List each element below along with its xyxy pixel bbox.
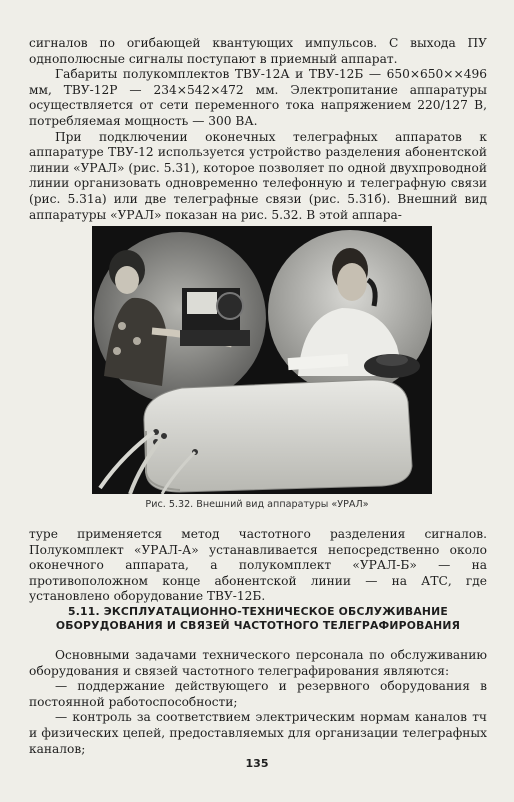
paragraph-after-figure: туре применяется метод частотного разделения сигналов. Полукомплект «УРАЛ-А» устанавливается непосредственно около оконечного аппарата, а полукомплект «УРАЛ-Б» — на противоположном конце абонентской линии — на АТС, где установлено оборудование ТВУ-12Б. [29, 527, 487, 604]
right-inset-telephone-user [268, 230, 432, 394]
section-heading [29, 605, 487, 633]
after-figure-text [29, 527, 487, 605]
left-inset-teleprinter-operator [94, 232, 266, 404]
section-heading-line-2: ОБОРУДОВАНИЯ И СВЯЗЕЙ ЧАСТОТНОГО ТЕЛЕГРАФИРОВАНИЯ [55, 619, 461, 632]
list-item-maintenance: — поддержание действующего и резервного оборудования в постоянной работоспособности; [29, 679, 487, 709]
paragraph-continuation: сигналов по огибающей квантующих импульсов. С выхода ПУ однополюсные сигналы поступают в приемный аппарат. [29, 36, 487, 66]
ural-photo-image [92, 226, 432, 494]
paragraph-tasks-intro: Основными задачами технического персонала по обслуживанию оборудования и связей частотного телеграфирования являются: [29, 648, 487, 678]
paragraph-ural-intro: При подключении оконечных телеграфных аппаратов к аппаратуре ТВУ-12 используется устройство разделения абонентской линии «УРАЛ» (рис. 5.31), которое позволяет по одной двухпроводной линии организовать одновременно телефонную и телеграфную связи (рис. 5.31а) или две телеграфные связи (рис. 5.31б). Внешний вид аппаратуры «УРАЛ» показан на рис. 5.32. В этой аппара- [29, 129, 487, 222]
figure-ural-photo [92, 226, 432, 494]
paragraph-dimensions: Габариты полукомплектов ТВУ-12А и ТВУ-12Б — 650×650××496 мм, ТВУ-12Р — 234×542×472 мм. Электропитание аппаратуры осуществляется от сети переменного тока напряжением 220/127 В, потребляемая мощность — 300 ВА. [29, 67, 487, 128]
page-number: 135 [245, 757, 269, 770]
list-item-control: — контроль за соответствием электрическим нормам каналов тч и физических цепей, предоставляемых для организации телеграфных каналов; [29, 710, 487, 756]
final-text [29, 648, 487, 757]
top-text [29, 36, 487, 223]
section-heading-line-1: 5.11. ЭКСПЛУАТАЦИОННО-ТЕХНИЧЕСКОЕ ОБСЛУЖИВАНИЕ [68, 605, 448, 618]
figure-caption: Рис. 5.32. Внешний вид аппаратуры «УРАЛ» [145, 499, 369, 510]
